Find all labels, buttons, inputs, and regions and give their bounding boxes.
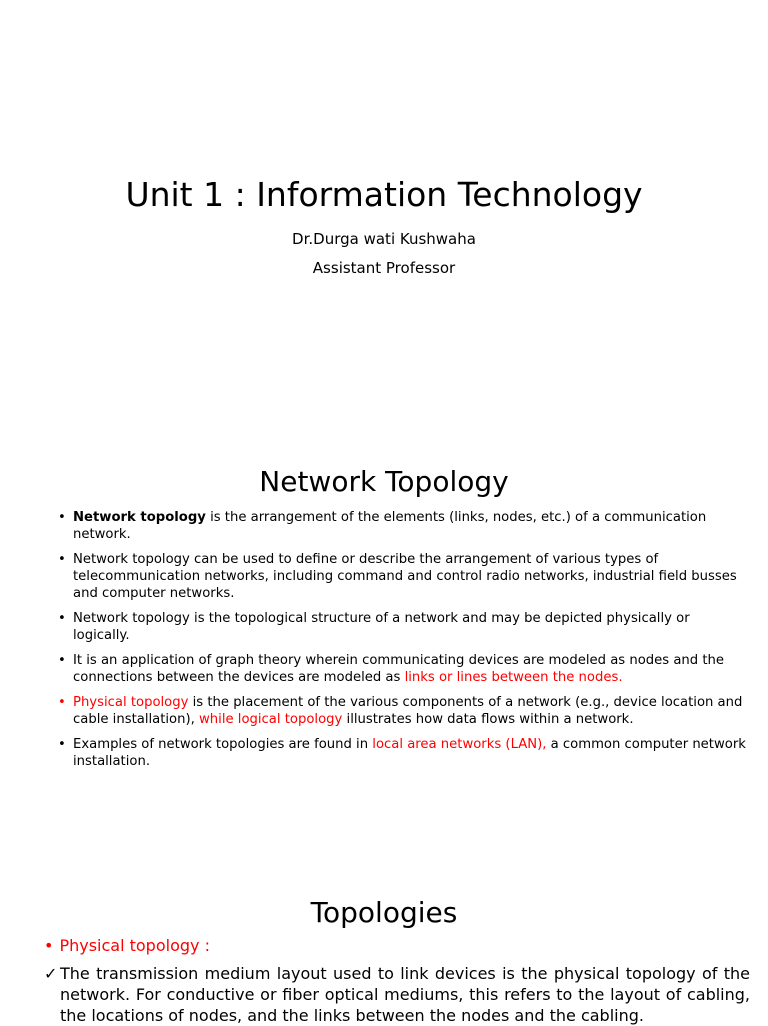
paragraph-text: The transmission medium layout used to link devices is the physical topology of the network. For conductive or fiber optical mediums, this refers to the layout of cabling, the locations of nodes, and the links between the nodes and the cabling. — [60, 964, 750, 1025]
bullet-icon: • — [58, 653, 66, 668]
bullet-text: Examples of network topologies are found in — [73, 737, 373, 752]
list-item — [58, 551, 748, 602]
bullet-text: illustrates how data flows within a network. — [342, 712, 634, 727]
bullet-text: a common computer network installation. — [73, 737, 746, 769]
list-item — [58, 652, 748, 686]
list-item — [58, 509, 748, 543]
checkmark-icon: ✓ — [44, 964, 58, 983]
author-designation: Assistant Professor — [312, 259, 456, 277]
list-item — [58, 610, 748, 644]
bullet-icon: • — [58, 552, 66, 567]
highlight-text: while logical topology — [199, 712, 343, 727]
bullet-icon: • — [58, 611, 66, 626]
title-slide — [0, 0, 768, 431]
bullet-icon: • — [58, 737, 66, 752]
bullet-text: is the placement of the various components of a network (e.g., device location and cable installation), — [73, 695, 743, 727]
highlight-text: Physical topology — [73, 695, 189, 710]
bullet-icon: • — [44, 936, 54, 955]
topologies-slide — [0, 862, 768, 1024]
slide-title-unit: Unit 1 : Information Technology — [125, 175, 643, 214]
bullet-icon: • — [58, 695, 66, 710]
author-name: Dr.Durga wati Kushwaha — [292, 230, 476, 248]
heading-text: Physical topology : — [59, 936, 210, 955]
bullet-text: Network topology is the topological structure of a network and may be depicted physically or logically. — [73, 611, 690, 643]
highlight-text: links or lines between the nodes. — [404, 670, 623, 685]
bullet-text: It is an application of graph theory wherein communicating devices are modeled as nodes and the connections between the devices are modeled as — [73, 653, 724, 685]
bullet-list — [58, 509, 748, 778]
term-bold: Network topology — [73, 510, 206, 525]
physical-topology-paragraph — [44, 963, 750, 1026]
bullet-text: Network topology can be used to define or describe the arrangement of various types of telecommunication networks, including command and control radio networks, industrial field busses and computer networks. — [73, 552, 737, 601]
bullet-text: is the arrangement of the elements (links, nodes, etc.) of a communication network. — [73, 510, 707, 542]
list-item — [58, 694, 748, 728]
slide-title-network-topology: Network Topology — [259, 465, 509, 498]
network-topology-slide — [0, 431, 768, 862]
list-item — [58, 736, 748, 770]
bullet-icon: • — [58, 510, 66, 525]
highlight-text: local area networks (LAN), — [372, 737, 547, 752]
physical-topology-heading — [44, 936, 210, 956]
slide-title-topologies: Topologies — [310, 896, 458, 929]
